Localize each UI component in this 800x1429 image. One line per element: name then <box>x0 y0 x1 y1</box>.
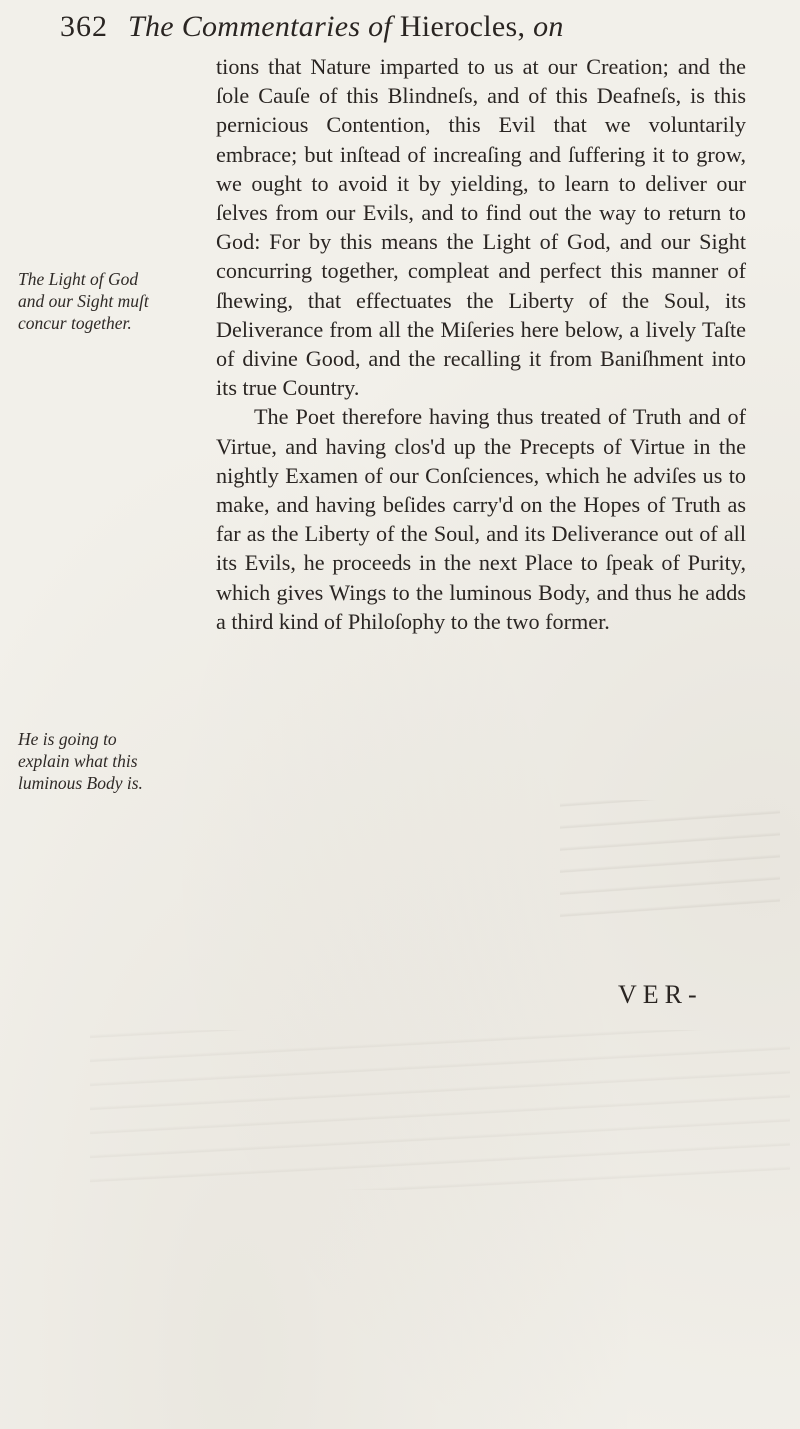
paragraph-poet: The Poet therefore having thus treated of Truth and of Virtue, and having clos'd up the Precepts of Virtue in the nightly Examen of our Conſciences, which he adviſes us to make, and having beſides carry'd on the Hopes of Truth as far as the Liberty of the Soul, and its Deliverance out of all its Evils, he proceeds in the next Place to ſpeak of Purity, which gives Wings to the luminous Body, and thus he adds a third kind of Philoſophy to the two former. <box>216 404 746 634</box>
paragraph-creation: tions that Nature imparted to us at our Creation; and the ſole Cauſe of this Blindneſs, and of this Deafneſs, is this pernicious Contention, this Evil that we voluntarily embrace; but inſtead of increaſing and ſuffering it to grow, we ought to avoid it by yielding, to learn to deliver our ſelves from our Evils, and to find out the way to return to God: For by this means the Light of God, and our Sight concurring together, compleat and perfect this manner of ſhewing, that effectuates the Liberty of the Soul, its Deliverance from all the Miſeries here below, a lively Taſte of divine Good, and the recalling it from Baniſhment into its true Country. <box>216 54 746 401</box>
running-title-italic: The Commentaries of <box>128 10 393 43</box>
bleed-through-texture-lower <box>90 1030 790 1190</box>
bleed-through-texture <box>560 800 780 920</box>
running-title <box>128 10 564 44</box>
margin-note-luminous-body: He is going to explain what this luminous Body is. <box>18 729 143 793</box>
running-title-name: Hierocles, <box>399 10 526 43</box>
running-title-tail: on <box>533 10 564 43</box>
catchword: VER- <box>618 980 703 1009</box>
page-number: 362 <box>60 10 108 43</box>
body-text <box>216 52 746 636</box>
running-head <box>60 10 740 50</box>
margin-note-light-of-god: The Light of God and our Sight muſt concur together. <box>18 269 149 333</box>
